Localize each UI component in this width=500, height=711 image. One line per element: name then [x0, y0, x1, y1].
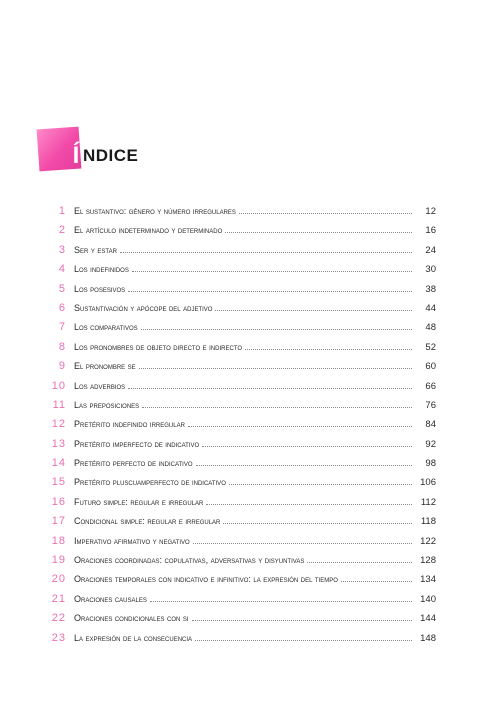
toc-entry-page: 44	[425, 302, 436, 314]
toc-entry	[36, 360, 436, 379]
toc-entry-title: Sustantivación y apócope del adjetivo	[74, 302, 213, 313]
toc-entry-title: Futuro simple: regular e irregular	[74, 496, 204, 507]
toc-entry-page: 84	[425, 419, 436, 431]
toc-entry-page: 148	[420, 632, 436, 644]
toc-entry	[36, 205, 436, 224]
index-heading	[38, 128, 238, 172]
toc-dot-leader	[120, 252, 412, 253]
toc-entry-number: 18	[51, 534, 66, 547]
toc-entry-page: 98	[425, 458, 436, 470]
toc-entry-page: 118	[420, 516, 436, 528]
toc-entry-title: Ser y estar	[74, 244, 117, 255]
toc-entry-page: 38	[425, 283, 436, 295]
toc-entry-title: Pretérito indefinido irregular	[74, 419, 185, 430]
toc-dot-leader	[150, 601, 412, 602]
toc-entry-title: Pretérito imperfecto de indicativo	[74, 438, 200, 449]
toc-entry	[36, 476, 436, 495]
toc-entry	[36, 632, 436, 651]
toc-entry-title: Imperativo afirmativo y negativo	[74, 535, 190, 546]
toc-entry-number: 14	[51, 457, 66, 470]
toc-entry	[36, 496, 436, 515]
toc-entry-number: 9	[58, 360, 66, 373]
toc-entry-title: La expresión de la consecuencia	[74, 632, 193, 643]
toc-entry	[36, 341, 436, 360]
toc-dot-leader	[215, 310, 412, 311]
toc-entry-number: 12	[51, 418, 66, 431]
toc-entry	[36, 515, 436, 534]
toc-entry	[36, 593, 436, 612]
toc-entry-page: 112	[420, 496, 436, 508]
toc-entry-page: 12	[425, 206, 436, 217]
toc-entry	[36, 283, 436, 302]
table-of-contents	[36, 205, 436, 651]
toc-entry-title: El artículo indeterminado y determinado	[74, 225, 223, 236]
toc-entry-page: 48	[425, 322, 436, 334]
toc-dot-leader	[195, 640, 412, 641]
toc-dot-leader	[229, 484, 412, 485]
toc-dot-leader	[132, 271, 412, 272]
toc-entry-number: 17	[51, 515, 66, 528]
toc-entry-title: Los posesivos	[74, 283, 126, 294]
toc-dot-leader	[128, 388, 412, 389]
toc-entry-number: 11	[52, 398, 66, 411]
toc-entry	[36, 438, 436, 457]
toc-entry	[36, 399, 436, 418]
toc-entry-page: 76	[425, 399, 436, 411]
toc-entry-title: Oraciones condicionales con si	[74, 613, 189, 624]
toc-entry-number: 22	[51, 612, 66, 625]
toc-entry-title: Las preposiciones	[74, 399, 140, 410]
toc-entry-title: Oraciones coordinadas: copulativas, adversativas y disyuntivas	[74, 555, 305, 566]
toc-entry	[36, 263, 436, 282]
toc-entry-page: 60	[425, 361, 436, 373]
toc-dot-leader	[307, 562, 412, 563]
toc-entry	[36, 380, 436, 399]
toc-dot-leader	[239, 213, 412, 214]
toc-entry	[36, 612, 436, 631]
toc-entry-title: Pretérito perfecto de indicativo	[74, 458, 193, 469]
toc-entry-page: 52	[425, 341, 436, 353]
toc-entry-title: Oraciones temporales con indicativo e infinitivo: la expresión del tiempo	[74, 574, 338, 585]
toc-entry-number: 1	[58, 205, 66, 217]
toc-entry-page: 16	[425, 225, 436, 237]
toc-entry-page: 66	[425, 380, 436, 392]
heading-text: NDICE	[83, 146, 139, 165]
toc-dot-leader	[202, 446, 412, 447]
toc-dot-leader	[141, 329, 412, 330]
toc-entry-number: 16	[51, 495, 66, 508]
toc-entry	[36, 321, 436, 340]
toc-entry	[36, 418, 436, 437]
toc-entry	[36, 244, 436, 263]
toc-entry-page: 30	[425, 264, 436, 276]
toc-dot-leader	[206, 504, 412, 505]
toc-entry	[36, 573, 436, 592]
toc-dot-leader	[142, 407, 412, 408]
toc-dot-leader	[192, 620, 412, 621]
toc-entry-page: 106	[420, 477, 436, 489]
toc-entry-number: 4	[58, 263, 66, 276]
toc-entry-page: 140	[420, 593, 436, 605]
toc-entry	[36, 457, 436, 476]
toc-entry-number: 23	[51, 631, 66, 644]
toc-entry-number: 20	[51, 573, 66, 586]
toc-entry-title: Los pronombres de objeto directo e indirecto	[74, 341, 243, 352]
toc-dot-leader	[139, 368, 412, 369]
toc-entry	[36, 554, 436, 573]
toc-entry-number: 7	[58, 321, 66, 334]
toc-dot-leader	[223, 523, 412, 524]
toc-entry	[36, 302, 436, 321]
toc-entry-page: 128	[420, 555, 436, 567]
toc-entry	[36, 535, 436, 554]
toc-entry-title: Los adverbios	[74, 380, 126, 391]
toc-entry-page: 144	[420, 613, 436, 625]
toc-entry-title: Los comparativos	[74, 322, 138, 333]
toc-entry-number: 13	[51, 437, 66, 450]
toc-entry-page: 122	[420, 535, 436, 547]
toc-entry-number: 15	[51, 476, 66, 489]
toc-entry-title: Pretérito pluscuamperfecto de indicativo	[74, 477, 226, 488]
toc-entry-number: 3	[58, 243, 66, 256]
toc-entry-page: 92	[425, 438, 436, 450]
toc-dot-leader	[341, 581, 412, 582]
toc-entry-number: 19	[51, 554, 66, 567]
toc-entry	[36, 224, 436, 243]
toc-dot-leader	[196, 465, 412, 466]
toc-entry-number: 6	[58, 301, 66, 314]
toc-entry-page: 24	[425, 244, 436, 256]
toc-entry-title: Condicional simple: regular e irregular	[74, 516, 221, 527]
toc-entry-title: El sustantivo: género y número irregulares	[74, 206, 236, 216]
toc-dot-leader	[188, 426, 412, 427]
toc-entry-number: 5	[58, 282, 66, 295]
toc-dot-leader	[225, 232, 412, 233]
toc-entry-title: Los indefinidos	[74, 264, 129, 275]
toc-entry-number: 21	[51, 592, 66, 605]
toc-dot-leader	[245, 349, 412, 350]
toc-entry-page: 134	[420, 574, 436, 586]
toc-entry-title: El pronombre se	[74, 361, 136, 372]
toc-entry-title: Oraciones causales	[74, 593, 147, 604]
toc-entry-number: 8	[58, 340, 66, 353]
heading-initial: Í	[72, 142, 80, 169]
toc-dot-leader	[128, 291, 412, 292]
toc-dot-leader	[193, 543, 412, 544]
toc-entry-number: 10	[51, 379, 66, 392]
toc-entry-number: 2	[58, 224, 66, 237]
